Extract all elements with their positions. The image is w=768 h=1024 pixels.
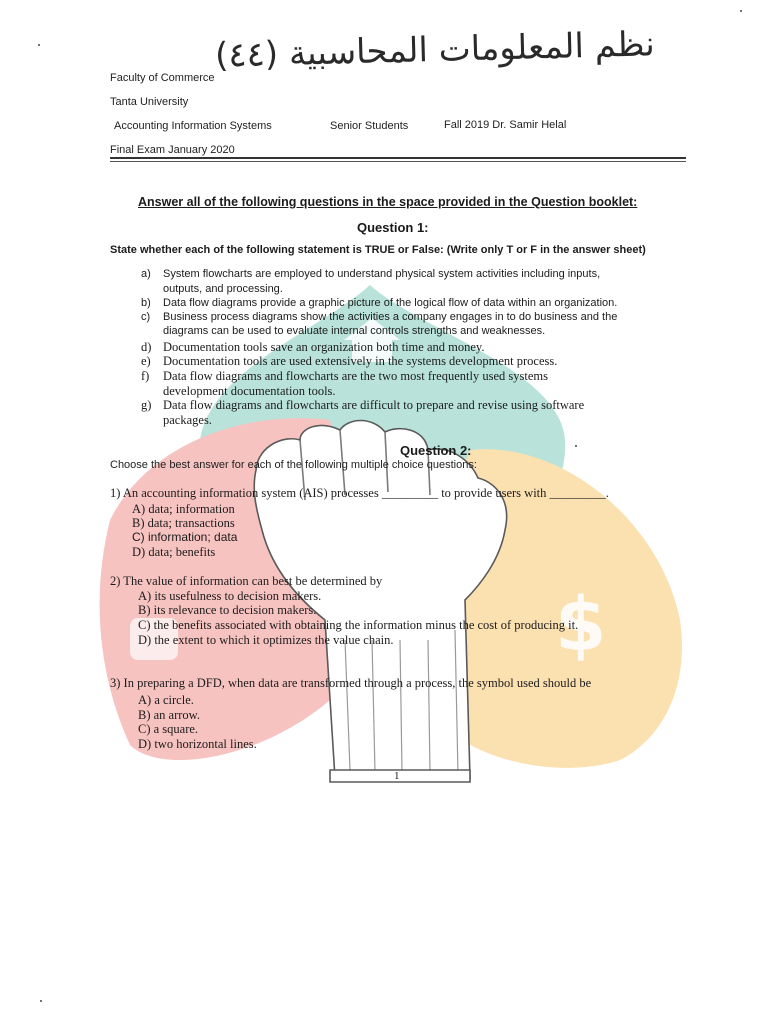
mcq-option: B) an arrow. (138, 708, 201, 722)
scan-speck (575, 445, 577, 447)
mcq-question: 1) An accounting information system (AIS) processes _________ to provide users with _________. (110, 486, 609, 500)
list-item: e) Documentation tools are used extensively in the systems development process. (141, 354, 558, 368)
question2-title: Question 2: (400, 443, 472, 458)
scan-speck (38, 44, 40, 46)
scan-speck (40, 1000, 42, 1002)
list-item-continuation: outputs, and processing. (163, 283, 283, 295)
dollar-sign-icon: $ (555, 582, 607, 668)
list-item: d) Documentation tools save an organization both time and money. (141, 340, 485, 354)
list-item-continuation: diagrams can be used to evaluate internal controls strengths and weaknesses. (163, 325, 546, 337)
list-item: b) Data flow diagrams provide a graphic picture of the logical flow of data within an organization. (141, 297, 618, 309)
page-number: 1 (394, 770, 400, 782)
list-item: f) Data flow diagrams and flowcharts are the two most frequently used systems (141, 369, 548, 383)
header-rule (110, 157, 686, 159)
question1-title: Question 1: (357, 220, 429, 235)
mcq-option: D) the extent to which it optimizes the value chain. (138, 633, 394, 647)
exam-title: Final Exam January 2020 (110, 144, 235, 156)
faculty-name: Faculty of Commerce (110, 72, 215, 84)
university-name: Tanta University (110, 96, 189, 108)
question2-intro: Choose the best answer for each of the following multiple choice questions: (110, 459, 477, 471)
mcq-option: A) a circle. (138, 693, 194, 707)
student-level: Senior Students (330, 120, 409, 132)
mcq-option: D) two horizontal lines. (138, 737, 257, 751)
list-item-continuation: packages. (163, 413, 212, 427)
course-name: Accounting Information Systems (114, 120, 272, 132)
mcq-option: B) its relevance to decision makers. (138, 603, 317, 617)
header-rule-thin (110, 161, 686, 162)
mcq-question: 3) In preparing a DFD, when data are transformed through a process, the symbol used should be (110, 676, 592, 690)
exam-instruction: Answer all of the following questions in the space provided in the Question booklet: (138, 195, 638, 209)
handwritten-course-title: نظم المعلومات المحاسبية (٤٤) (214, 24, 656, 76)
term-instructor: Fall 2019 Dr. Samir Helal (444, 119, 567, 131)
mcq-option: C) a square. (138, 722, 199, 736)
list-item: c) Business process diagrams show the activities a company engages in to do business and the (141, 311, 618, 323)
list-item: a) System flowcharts are employed to understand physical system activities including inputs, (141, 268, 601, 280)
mcq-question: 2) The value of information can best be determined by (110, 574, 383, 588)
list-item-continuation: development documentation tools. (163, 384, 336, 398)
mcq-option: C) the benefits associated with obtaining the information minus the cost of producing it. (138, 618, 579, 632)
mcq-option: A) its usefulness to decision makers. (138, 589, 322, 603)
mcq-option: A) data; information (132, 502, 235, 516)
list-item: g) Data flow diagrams and flowcharts are difficult to prepare and revise using software (141, 398, 585, 412)
question1-intro: State whether each of the following statement is TRUE or False: (Write only T or F in the answer sheet) (110, 244, 646, 256)
mcq-option: B) data; transactions (132, 516, 235, 530)
scan-speck (740, 10, 742, 12)
mcq-option: D) data; benefits (132, 545, 216, 559)
mcq-option: C) information; data (132, 530, 238, 544)
